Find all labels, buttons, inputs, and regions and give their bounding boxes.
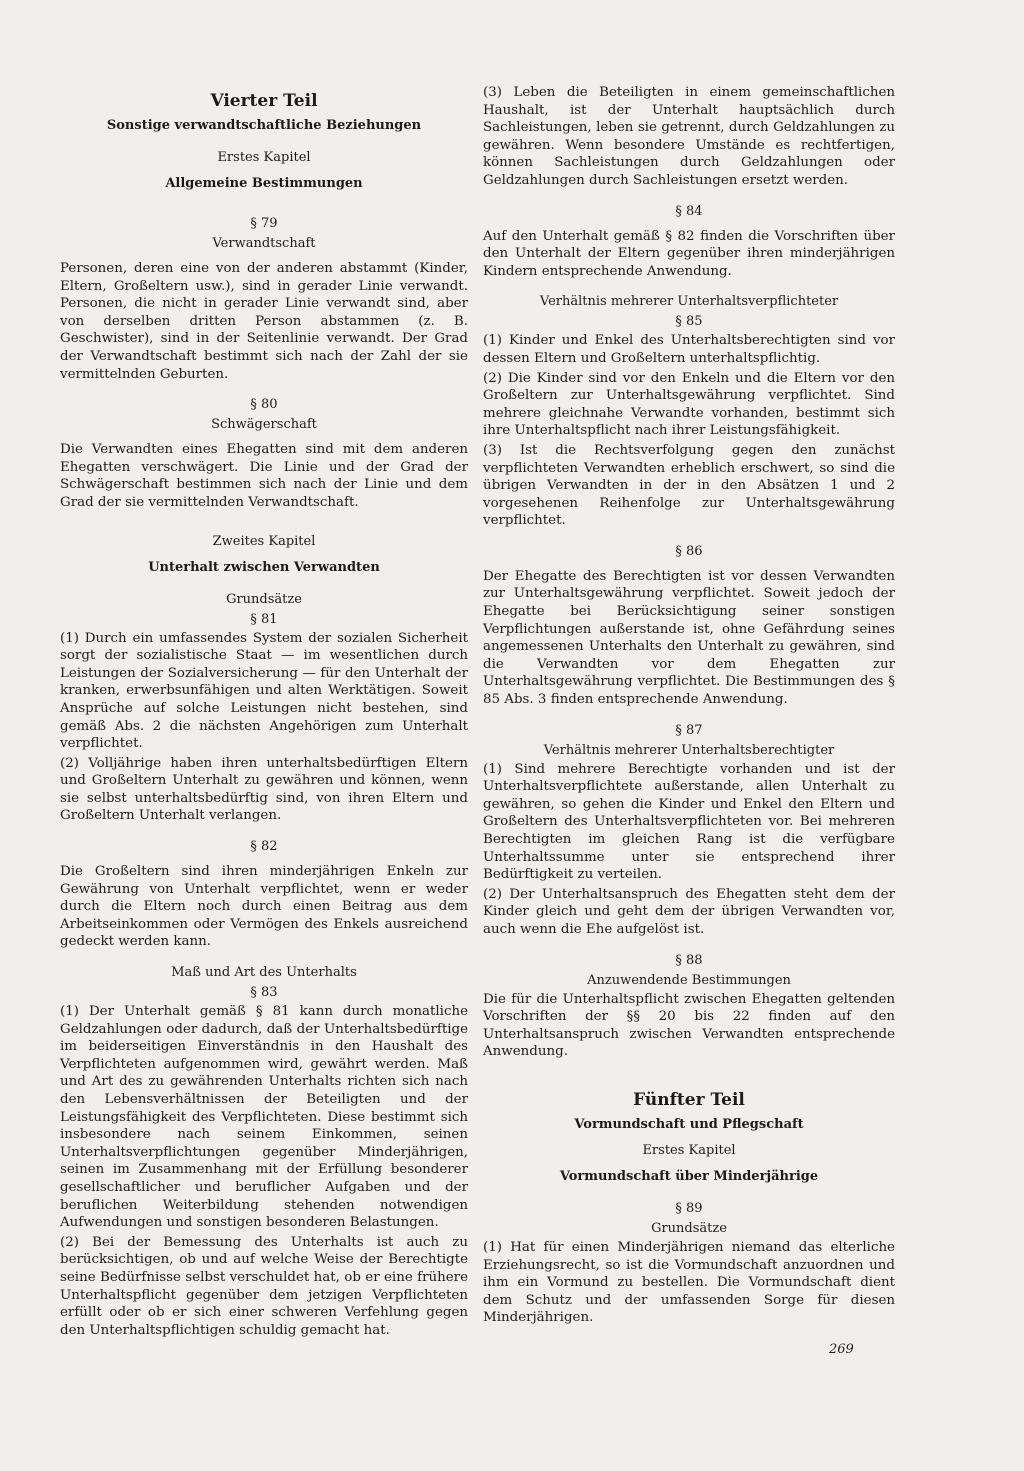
section-number: § 86 [675,543,703,559]
section-text: (2) Die Kinder sind vor den Enkeln und die Eltern vor den Großeltern zur Unterhaltsgewährung verpflichtet. Sind mehrere gleichnahe Verwandte vorhanden, bestimmt sich ihre Unterhaltspflicht nach ihrer Leistungsfähigkeit. [483,370,895,439]
section-title: Schwägerschaft [211,417,317,433]
section-number: § 87 [675,722,703,738]
section-text: Die Großeltern sind ihren minderjährigen Enkeln zur Gewährung von Unterhalt verpflichtet, wenn er weder durch die Eltern noch durch einen Beitrag aus dem Arbeitseinkommen oder Vermögen des Enkels ausreichend gedeckt werden kann. [60,864,468,950]
section-text: (2) Der Unterhaltsanspruch des Ehegatten steht dem der Kinder gleich und geht dem der übrigen Verwandten vor, auch wenn die Ehe aufgelöst ist. [483,886,895,937]
section-text: Personen, deren eine von der anderen abstammt (Kinder, Eltern, Großeltern usw.), sind in gerader Linie verwandt. Personen, die nicht in gerader Linie verwandt sind, aber von derselben dritten Person abstammen (z. B. Geschwister), sind in der Seitenlinie verwandt. Der Grad der Verwandtschaft bestimmt sich nach der Zahl der sie vermittelnden Geburten. [60,261,468,382]
chapter-title: Unterhalt zwischen Verwandten [148,559,380,575]
part-subtitle: Sonstige verwandtschaftliche Beziehungen [106,118,422,133]
section-number: § 89 [675,1200,703,1216]
section-number: § 80 [250,397,278,413]
section-number: § 85 [675,314,703,330]
section-text: Die für die Unterhaltspflicht zwischen Ehegatten geltenden Vorschriften der §§ 20 bis 22 finden auf den Unterhaltsanspruch zwischen Verwandten entsprechende Anwendung. [483,991,895,1060]
section-title: Verwandtschaft [212,236,316,251]
section-number: § 88 [675,952,703,968]
section-number: § 84 [675,203,703,219]
section-text: (1) Der Unterhalt gemäß § 81 kann durch monatliche Geldzahlungen oder dadurch, daß der Unterhaltsbedürftige im beiderseitigen Einverständnis in den Haushalt des Verpflichteten aufgenommen wird, gewährt werden. Maß und Art des zu gewährenden Unterhalts richten sich nach den Lebensverhältnissen der Beteiligten und der Leistungsfähigkeit des Verpflichteten. Diese bestimmt sich insbesondere nach seinem Einkommen, seinen Unterhaltsverpflichtungen gegenüber Minderjährigen, seinen im Zusammenhang mit der Erfüllung besonderer gesellschaftlicher und beruflicher Aufgaben und der beruflichen Weiterbildung stehenden notwendigen Aufwendungen und sonstigen besonderen Belastungen. [60,1004,468,1231]
chapter-title: Allgemeine Bestimmungen [165,176,363,191]
section-number: § 79 [250,216,278,231]
section-number: § 81 [250,611,278,627]
section-text: (2) Volljährige haben ihren unterhaltsbedürftigen Eltern und Großeltern Unterhalt zu gewähren und können, wenn sie selbst unterhaltsbedürftig sind, von ihren Eltern und Großeltern Unterhalt verlangen. [60,755,468,824]
chapter-label: Erstes Kapitel [217,150,311,165]
section-text: Die Verwandten eines Ehegatten sind mit dem anderen Ehegatten verschwägert. Die Linie und der Grad der Schwägerschaft bestimmen sich nach der Linie und dem Grad der sie vermittelnden Verwandtschaft. [60,442,468,510]
section-title: Grundsätze [651,1220,727,1236]
chapter-title: Vormundschaft über Minderjährige [559,1168,819,1184]
section-text: Auf den Unterhalt gemäß § 82 finden die Vorschriften über den Unterhalt der Eltern gegenüber ihren minderjährigen Kindern entsprechende Anwendung. [483,228,895,279]
part-title: Fünfter Teil [633,1089,745,1110]
section-text: (3) Leben die Beteiligten in einem gemeinschaftlichen Haushalt, ist der Unterhalt hauptsächlich durch Sachleistungen, leben sie getrennt, durch Geldzahlungen zu gewähren. Wenn besondere Umstände es rechtfertigen, können Sachleistungen durch Geldzahlungen oder Geldzahlungen durch Sachleistungen ersetzt werden. [483,85,895,188]
chapter-label: Erstes Kapitel [642,1142,736,1158]
section-number: § 82 [250,839,278,855]
section-number: § 83 [250,985,278,1001]
section-text: (1) Hat für einen Minderjährigen niemand das elterliche Erziehungsrecht, so ist die Vormundschaft anzuordnen und ihm ein Vormund zu bestellen. Die Vormundschaft dient dem Schutz und der umfassenden Sorge für diesen Minderjährigen. [483,1239,895,1326]
page-number: 269 [829,1342,854,1357]
section-title: Verhältnis mehrerer Unterhaltsberechtigter [543,742,835,758]
section-text: (2) Bei der Bemessung des Unterhalts ist auch zu berücksichtigen, ob und auf welche Weise der Berechtigte seine Bedürfnisse selbst verschuldet hat, ob er eine frühere Unterhaltspflicht gegenüber dem jetzigen Verpflichteten erfüllt oder ob er sich einer schweren Verfehlung gegen den Unterhaltspflichtigen schuldig gemacht hat. [60,1234,468,1338]
right-column [483,84,895,1327]
part-subtitle: Vormundschaft und Pflegschaft [574,1116,804,1132]
section-title: Anzuwendende Bestimmungen [587,972,791,988]
left-column [60,84,468,1339]
section-text: (1) Kinder und Enkel des Unterhaltsberechtigten sind vor dessen Eltern und Großeltern unterhaltspflichtig. [483,333,895,366]
part-title: Vierter Teil [210,91,318,111]
section-text: (1) Sind mehrere Berechtigte vorhanden und ist der Unterhaltsverpflichtete außerstande, allen Unterhalt zu gewähren, so gehen die Kinder und Enkel den Eltern und Großeltern des Unterhaltsverpflichteten vor. Bei mehreren Berechtigten im gleichen Rang ist die verfügbare Unterhaltssumme unter sie entsprechend ihrer Bedürftigkeit zu verteilen. [483,761,895,883]
section-text: (3) Ist die Rechtsverfolgung gegen den zunächst verpflichteten Verwandten erheblich erschwert, so sind die übrigen Verwandten in der in den Absätzen 1 und 2 vorgesehenen Reihenfolge zur Unterhaltsgewährung verpflichtet. [483,442,895,529]
chapter-label: Zweites Kapitel [212,533,316,549]
section-title: Grundsätze [226,591,302,607]
section-text: (1) Durch ein umfassendes System der sozialen Sicherheit sorgt der sozialistische Staat — im wesentlichen durch Leistungen der Sozialversicherung — für den Unterhalt der kranken, erwerbsunfähigen und alten Werktätigen. Soweit Ansprüche auf solche Leistungen nicht bestehen, sind gemäß Abs. 2 die nächsten Angehörigen zum Unterhalt verpflichtet. [60,630,468,752]
section-text: Der Ehegatte des Berechtigten ist vor dessen Verwandten zur Unterhaltsgewährung verpflichtet. Soweit jedoch der Ehegatte bei Berücksichtigung seiner sonstigen Verpflichtungen außerstande ist, ohne Gefährdung seines angemessenen Unterhalts den Unterhalt zu gewähren, sind die Verwandten vor dem Ehegatten zur Unterhaltsgewährung verpflichtet. Die Bestimmungen des § 85 Abs. 3 finden entsprechende Anwendung. [483,568,895,708]
section-title: Verhältnis mehrerer Unterhaltsverpflichteter [539,294,839,310]
section-title: Maß und Art des Unterhalts [171,965,357,981]
